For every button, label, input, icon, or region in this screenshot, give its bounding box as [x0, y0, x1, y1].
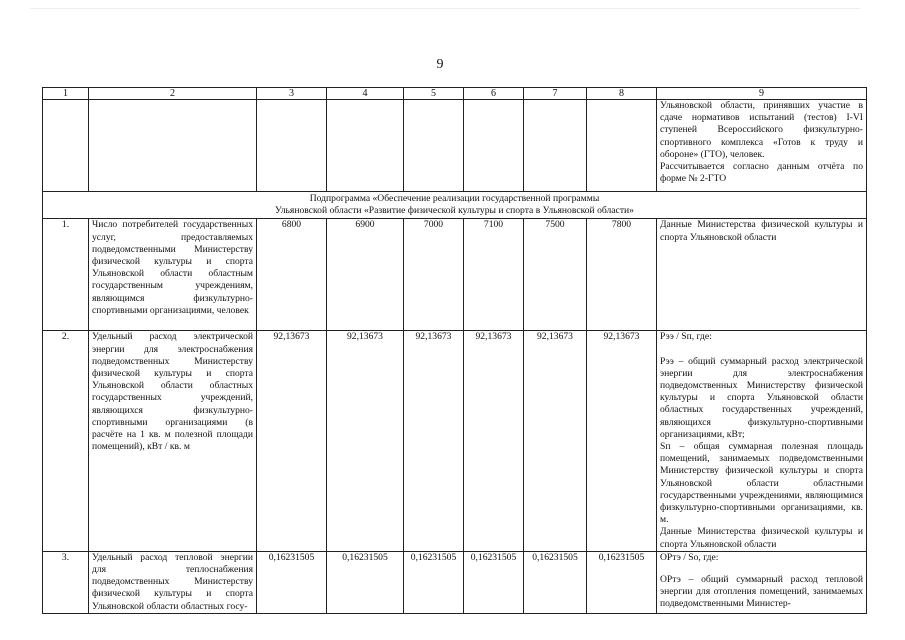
subprogram-title	[43, 192, 867, 219]
column-number: 7	[524, 88, 587, 100]
value-cell: 92,13673	[587, 331, 657, 551]
value-cell: 92,13673	[257, 331, 327, 551]
subprogram-row	[43, 192, 867, 219]
value-cell: 0,16231505	[257, 551, 327, 613]
column-number: 4	[327, 88, 404, 100]
indicators-table	[42, 87, 867, 614]
column-number: 5	[404, 88, 464, 100]
column-number: 2	[89, 88, 257, 100]
value-cell: 0,16231505	[404, 551, 464, 613]
table-row	[43, 219, 867, 331]
method-text: Sп – общая суммарная полезная площадь помещений, занимаемых подведомственными Министерству физической культуры и спорта Ульяновской области областными государственными учреждениями, являющимися физкультурно-спортивными организациями, кв. м.	[660, 441, 863, 526]
method-formula: Рээ / Sп, где:	[660, 331, 712, 343]
table-row	[43, 331, 867, 551]
indicator-name: Число потребителей государственных услуг, предоставляемых подведомственными Министерству физической культуры и спорта Ульяновской области областным государственным учреждениям, являющимся физкультурно-спортивными организациями, человек	[89, 219, 257, 331]
method-text: Данные Министерства физической культуры и спорта Ульяновской области	[660, 219, 863, 243]
calculation-method	[657, 219, 867, 331]
row-number: 2.	[43, 331, 89, 551]
value-cell: 6900	[327, 219, 404, 331]
subprogram-line-1: Подпрограмма «Обеспечение реализации государственной программы	[309, 193, 600, 204]
value-cell: 92,13673	[464, 331, 524, 551]
column-numbers-row	[43, 88, 867, 100]
method-text: ОРтэ – общий суммарный расход тепловой энергии для отопления помещений, занимаемых подведомственными Министер-	[660, 574, 863, 610]
column-number: 6	[464, 88, 524, 100]
value-cell: 7800	[587, 219, 657, 331]
value-cell: 7500	[524, 219, 587, 331]
row-number: 1.	[43, 219, 89, 331]
subprogram-line-2: Ульяновской области «Развитие физической культуры и спорта в Ульяновской области»	[275, 205, 634, 217]
method-text: Рээ – общий суммарный расход электрической энергии для электроснабжения подведомственных Министерству физической культуры и спорта Ульяновской области областных государственных учреждений, являющихся физкультурно-спортивными организациями, кВт;	[660, 355, 863, 440]
method-formula: ОРтэ / Sо, где:	[660, 551, 719, 563]
indicator-name: Удельный расход тепловой энергии для теплоснабжения подведомственных Министерству физической культуры и спорта Ульяновской области областных госу-	[89, 551, 257, 613]
value-cell: 7100	[464, 219, 524, 331]
continuation-note: Ульяновской области, принявших участие в сдаче нормативов испытаний (тестов) I-VI ступеней Всероссийского физкультурно-спортивного комплекса «Готов к труду и обороне» (ГТО), человек. Рассчитывается согласно данным отчёта по форме № 2-ГТО	[657, 100, 867, 192]
value-cell: 0,16231505	[587, 551, 657, 613]
column-number: 9	[657, 88, 867, 100]
indicator-name: Удельный расход электрической энергии для электроснабжения подведомственных Министерству физической культуры и спорта Ульяновской области областных государственных учреждений, являющихся физкультурно-спортивными организациями (в расчёте на 1 кв. м полезной площади помещений), кВт / кв. м	[89, 331, 257, 551]
page-number: 9	[436, 57, 444, 72]
scan-artifact-line	[30, 8, 860, 9]
continuation-row	[43, 100, 867, 192]
calculation-method	[657, 331, 867, 551]
column-number: 1	[43, 88, 89, 100]
row-number: 3.	[43, 551, 89, 613]
value-cell: 92,13673	[327, 331, 404, 551]
column-number: 8	[587, 88, 657, 100]
value-cell: 92,13673	[524, 331, 587, 551]
value-cell: 6800	[257, 219, 327, 331]
method-source: Данные Министерства физической культуры и спорта Ульяновской области	[660, 526, 863, 550]
table-row	[43, 551, 867, 613]
calculation-method	[657, 551, 867, 613]
value-cell: 0,16231505	[464, 551, 524, 613]
value-cell: 0,16231505	[524, 551, 587, 613]
value-cell: 7000	[404, 219, 464, 331]
value-cell: 92,13673	[404, 331, 464, 551]
column-number: 3	[257, 88, 327, 100]
value-cell: 0,16231505	[327, 551, 404, 613]
